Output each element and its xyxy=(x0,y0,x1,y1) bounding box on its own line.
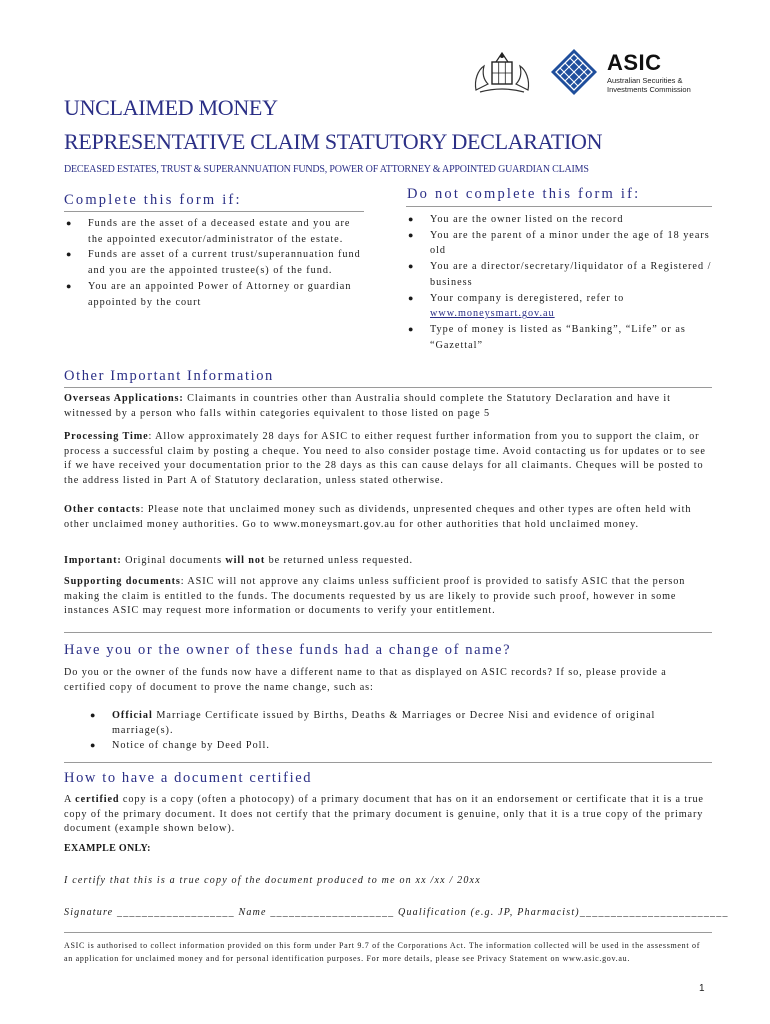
list-item: ● Official Marriage Certificate issued by Births, Deaths & Marriages or Decree Nisi and evidence of original marriage(s). xyxy=(90,710,656,736)
not-complete-divider xyxy=(406,206,712,207)
asic-logo-text: ASIC xyxy=(607,50,662,75)
list-item: ● You are an appointed Power of Attorney or guardian appointed by the court xyxy=(66,280,352,308)
list-item: ● You are the parent of a minor under the age of 18 years old xyxy=(408,229,710,257)
processing-paragraph: Processing Time: Allow approximately 28 days for ASIC to either request further information from you to support the claim, or process a successful claim by posting a cheque. You need to also consider postage time. Avoid contacting us for updates or to see if we have received your documentation prior to the 28 days as this can cause delays for all claimants. Cheques will be posted to the address listed in Part A of Statutory declaration, unless stated otherwise. xyxy=(64,431,706,486)
asic-logo-subtitle: Australian Securities & Investments Commission xyxy=(607,76,691,94)
list-item: ● Notice of change by Deed Poll. xyxy=(90,740,270,751)
list-item: ● Type of money is listed as “Banking”, “Life” or as “Gazettal” xyxy=(408,323,686,351)
other-info-divider xyxy=(64,387,712,388)
coat-of-arms-icon xyxy=(470,50,534,96)
list-item: ● Your company is deregistered, refer to www.moneysmart.gov.au xyxy=(408,292,625,320)
asic-diamond-icon xyxy=(550,48,598,96)
complete-list xyxy=(64,216,364,310)
other-info-heading: Other Important Information xyxy=(64,368,274,384)
name-change-paragraph: Do you or the owner of the funds now have a different name to that as displayed on ASIC records? If so, please provide a certified copy of document to prove the name change, such as: xyxy=(64,667,667,693)
name-change-heading: Have you or the owner of these funds had a change of name? xyxy=(64,642,512,658)
complete-divider xyxy=(64,211,364,212)
list-item: ● Funds are asset of a current trust/superannuation fund and you are the appointed trustee(s) of the fund. xyxy=(66,249,361,277)
privacy-footer: ASIC is authorised to collect information provided on this form under Part 9.7 of the Corporations Act. The information collected will be used in the assessment of an application for unclaimed money and for personal identification purposes. For more details, please see Privacy Statement on www.asic.gov.au. xyxy=(64,941,701,963)
not-complete-list xyxy=(406,212,716,353)
list-item: ● Funds are the asset of a deceased estate and you are the appointed executor/administrator of the estate. xyxy=(66,218,351,245)
form-subtitle: DECEASED ESTATES, TRUST & SUPERANNUATION FUNDS, POWER OF ATTORNEY & APPOINTED GUARDIAN CLAIMS xyxy=(64,164,589,175)
section-divider xyxy=(64,632,712,633)
form-title-line2: REPRESENTATIVE CLAIM STATUTORY DECLARATION xyxy=(64,129,603,154)
moneysmart-link[interactable]: www.moneysmart.gov.au xyxy=(430,308,555,320)
name-change-list xyxy=(88,708,712,753)
example-signature-line: Signature ___________________ Name ____________________ Qualification (e.g. JP, Pharmacist)________________________ xyxy=(64,907,729,918)
footer-divider xyxy=(64,932,712,933)
certified-paragraph: A certified copy is a copy (often a photocopy) of a primary document that has on it an endorsement or certificate that it is a true copy of the primary document. It does not certify that the primary document is genuine, only that it is a true copy of the primary document (example shown below). xyxy=(64,794,704,835)
form-title-line1: UNCLAIMED MONEY xyxy=(64,95,278,120)
section-divider xyxy=(64,762,712,763)
example-certify-line: I certify that this is a true copy of the document produced to me on xx /xx / 20xx xyxy=(64,875,481,886)
list-item: ● You are a director/secretary/liquidator of a Registered / business xyxy=(408,261,712,288)
asic-logo xyxy=(550,48,710,96)
list-item: ● You are the owner listed on the record xyxy=(408,214,624,225)
page-number: 1 xyxy=(699,983,705,994)
example-label: EXAMPLE ONLY: xyxy=(64,843,151,854)
overseas-paragraph: Overseas Applications: Claimants in countries other than Australia should complete the Statutory Declaration and have it witnessed by a person who falls within categories equivalent to those listed on page 5 xyxy=(64,393,671,419)
contacts-paragraph: Other contacts: Please note that unclaimed money such as dividends, unpresented cheques and other types are often held with other unclaimed money authorities. Go to www.moneysmart.gov.au for other authorities that hold unclaimed money. xyxy=(64,504,692,530)
supporting-paragraph: Supporting documents: ASIC will not approve any claims unless sufficient proof is provided to satisfy ASIC that the person making the claim is entitled to the funds. The documents requested by us are likely to provide such proof, however in some instances ASIC may request more information or documents to verify your entitlement. xyxy=(64,576,686,617)
certified-heading: How to have a document certified xyxy=(64,770,313,786)
important-paragraph: Important: Original documents will not be returned unless requested. xyxy=(64,555,413,566)
complete-heading: Complete this form if: xyxy=(64,192,242,208)
not-complete-heading: Do not complete this form if: xyxy=(407,186,641,202)
